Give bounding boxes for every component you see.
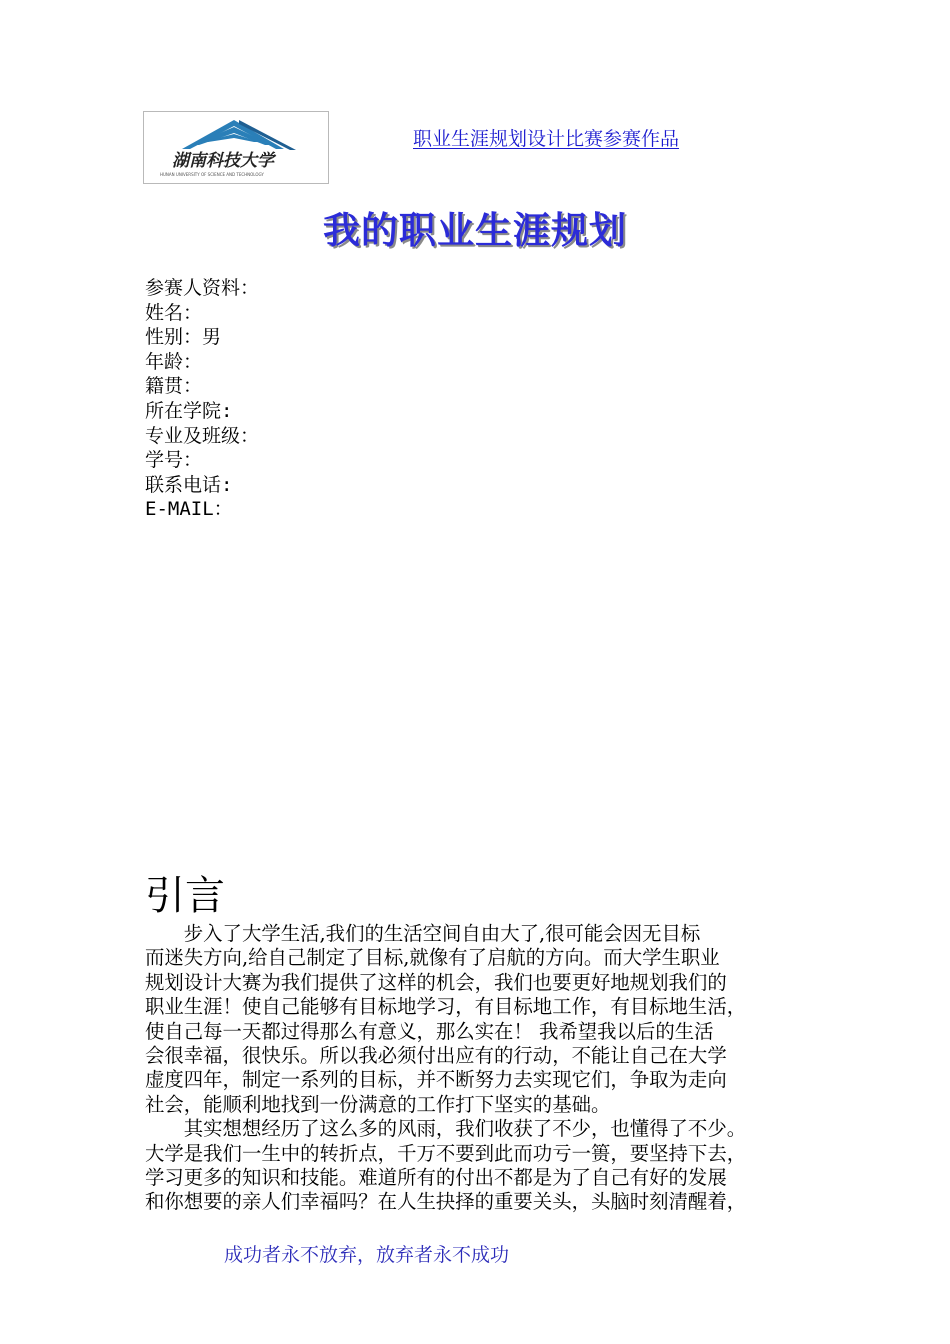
intro-line: 规划设计大赛为我们提供了这样的机会，我们也要更好地规划我们的	[145, 970, 727, 994]
intro-line: 而迷失方向,给自己制定了目标,就像有了启航的方向。而大学生职业	[145, 946, 720, 970]
intro-line: 和你想要的亲人们幸福吗？在人生抉择的重要关头，头脑时刻清醒着，	[145, 1190, 747, 1214]
intro-line: 大学是我们一生中的转折点，千万不要到此而功亏一篑，要坚持下去，	[145, 1141, 747, 1165]
profile-field-major-class: 专业及班级：	[145, 424, 260, 447]
profile-field-hometown: 籍贯：	[145, 375, 203, 398]
intro-line: 会很幸福，很快乐。所以我必须付出应有的行动，不能让自己在大学	[145, 1044, 727, 1068]
intro-line: 社会，能顺利地找到一份满意的工作打下坚实的基础。	[145, 1092, 611, 1116]
profile-field-email: E-MAIL：	[145, 498, 233, 521]
intro-body	[145, 922, 825, 1215]
intro-heading: 引言	[145, 873, 225, 919]
intro-line: 学习更多的知识和技能。难道所有的付出不都是为了自己有好的发展	[145, 1166, 727, 1190]
page-title: 我的职业生涯规划	[323, 209, 627, 252]
competition-label	[413, 124, 697, 151]
intro-line: 步入了大学生活,我们的生活空间自由大了,很可能会因无目标	[145, 922, 701, 945]
intro-line: 使自己每一天都过得那么有意义，那么实在！ 我希望我以后的生活	[145, 1019, 714, 1043]
university-logo	[143, 111, 329, 184]
profile-field-name: 姓名：	[145, 301, 203, 324]
profile-field-student-id: 学号：	[145, 449, 203, 472]
competition-label-text: 职业生涯规划设计比赛参赛作品	[413, 128, 680, 150]
intro-line: 虚度四年，制定一系列的目标，并不断努力去实现它们，争取为走向	[145, 1068, 727, 1092]
university-logo-emblem-icon	[144, 112, 328, 183]
profile-section	[145, 276, 259, 522]
profile-field-gender: 性别：男	[145, 326, 222, 349]
underline-trail	[679, 128, 697, 150]
footer-motto: 成功者永不放弃，放弃者永不成功	[224, 1244, 510, 1266]
profile-field-phone: 联系电话:	[145, 473, 233, 496]
profile-heading: 参赛人资料：	[145, 277, 260, 299]
profile-field-age: 年龄：	[145, 350, 203, 373]
intro-line: 其实想想经历了这么多的风雨，我们收获了不少，也懂得了不少。	[145, 1117, 747, 1141]
profile-field-college: 所在学院:	[145, 399, 233, 422]
logo-caption: 湖南科技大学	[172, 151, 274, 171]
logo-subcaption: HUNAN UNIVERSITY OF SCIENCE AND TECHNOLOGY	[160, 172, 264, 177]
intro-line: 职业生涯！使自己能够有目标地学习，有目标地工作，有目标地生活，	[145, 995, 747, 1019]
